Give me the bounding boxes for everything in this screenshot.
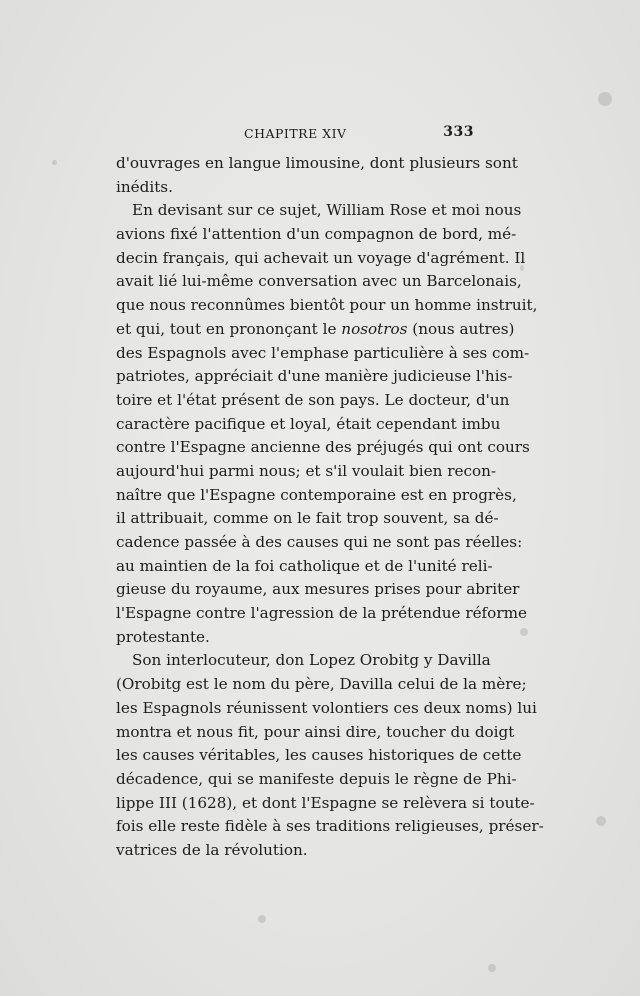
text-line: lippe III (1628), et dont l'Espagne se relèvera si toute- — [116, 793, 535, 812]
text-line: les Espagnols réunissent volontiers ces deux noms) lui — [116, 698, 537, 717]
text-line: inédits. — [116, 177, 173, 196]
body-text — [116, 152, 544, 863]
text-line: les causes véritables, les causes historiques de cette — [116, 746, 522, 765]
text-line: contre l'Espagne ancienne des préjugés qui ont cours — [116, 438, 530, 457]
text-line: vatrices de la révolution. — [116, 840, 308, 859]
text-line: avait lié lui-même conversation avec un Barcelonais, — [116, 272, 522, 291]
text-line: cadence passée à des causes qui ne sont pas réelles: — [116, 533, 523, 551]
text-line: fois elle reste fidèle à ses traditions religieuses, préser- — [116, 817, 544, 836]
page-header — [116, 124, 474, 144]
paper-speck — [598, 92, 612, 106]
paper-speck — [52, 160, 57, 165]
text-line: protestante. — [116, 627, 210, 646]
paper-speck — [488, 964, 496, 972]
text-line: il attribuait, comme on le fait trop souvent, sa dé- — [116, 509, 499, 528]
chapter-title: CHAPITRE XIV — [244, 126, 347, 141]
text-line: des Espagnols avec l'emphase particulière à ses com- — [116, 343, 530, 362]
text-line: d'ouvrages en langue limousine, dont plusieurs sont — [116, 154, 518, 172]
page-number: 333 — [443, 124, 474, 140]
text-line: que nous reconnûmes bientôt pour un homme instruit, — [116, 296, 538, 315]
text-line: naître que l'Espagne contemporaine est en progrès, — [116, 485, 517, 504]
text-line: gieuse du royaume, aux mesures prises pour abriter — [116, 580, 520, 599]
text-line: montra et nous fit, pour ainsi dire, toucher du doigt — [116, 722, 515, 741]
italic-word: nosotros — [341, 319, 408, 338]
text-line: En devisant sur ce sujet, William Rose et moi nous — [132, 201, 522, 220]
text-line: et qui, tout en prononçant le nosotros (nous autres) — [116, 319, 515, 338]
text-line: (Orobitg est le nom du père, Davilla celui de la mère; — [116, 675, 527, 694]
paper-speck — [596, 816, 606, 826]
paper-speck — [520, 265, 524, 271]
paper-speck — [520, 628, 528, 636]
text-line: caractère pacifique et loyal, était cependant imbu — [116, 414, 501, 433]
text-line: au maintien de la foi catholique et de l'unité reli- — [116, 556, 493, 575]
text-line: aujourd'hui parmi nous; et s'il voulait bien recon- — [116, 461, 497, 480]
text-line: toire et l'état présent de son pays. Le docteur, d'un — [116, 390, 510, 409]
text-line: avions fixé l'attention d'un compagnon de bord, mé- — [116, 225, 517, 244]
paper-speck — [258, 915, 266, 923]
text-line: decin français, qui achevait un voyage d'agrément. Il — [116, 248, 526, 267]
text-line: patriotes, appréciait d'une manière judicieuse l'his- — [116, 367, 513, 386]
text-line: l'Espagne contre l'agression de la prétendue réforme — [116, 604, 527, 623]
text-line: décadence, qui se manifeste depuis le règne de Phi- — [116, 769, 517, 788]
text-line: Son interlocuteur, don Lopez Orobitg y Davilla — [132, 651, 491, 670]
